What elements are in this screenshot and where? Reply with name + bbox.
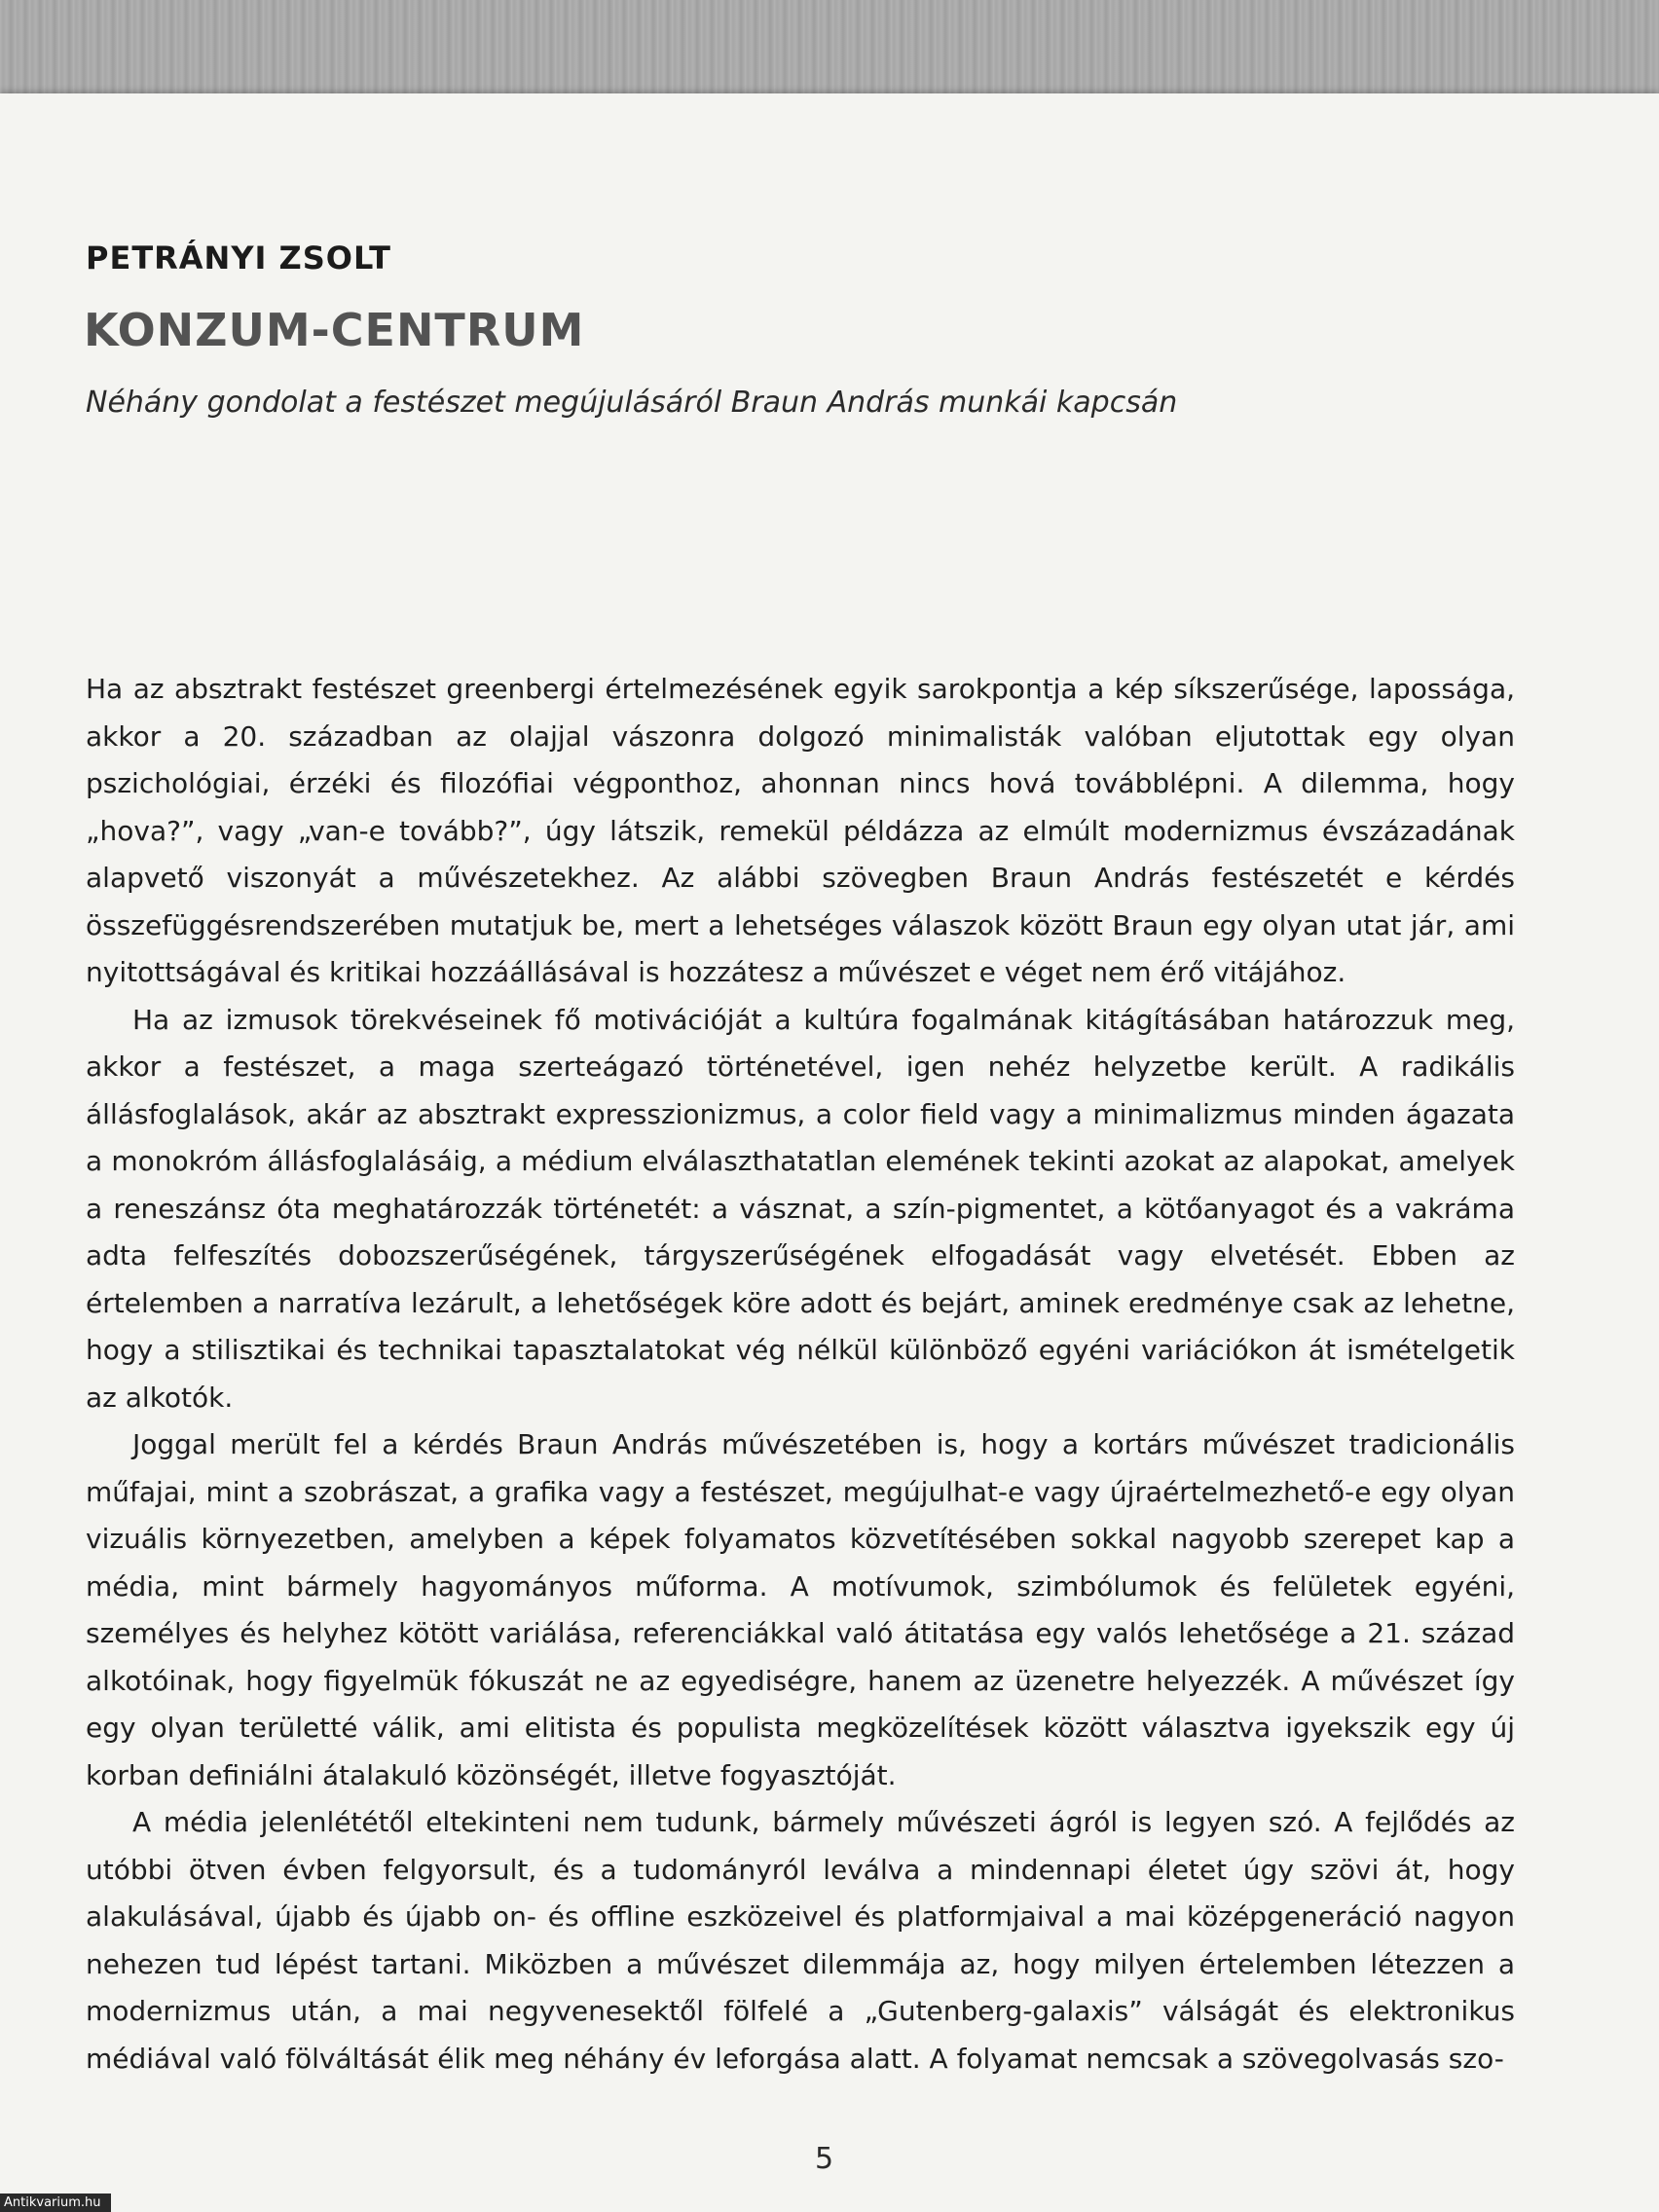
page-number: 5 <box>815 2142 834 2176</box>
watermark: Antikvarium.hu <box>0 2194 111 2212</box>
background-surface <box>0 0 1659 107</box>
article-subtitle: Néhány gondolat a festészet megújulásáról Braun András munkái kapcsán <box>86 386 1178 420</box>
paragraph-1: Ha az absztrakt festészet greenbergi értelmezésének egyik sarokpontja a kép síkszerűsége, lapossága, akkor a 20. században az olajjal vászonra dolgozó minimalisták valóban eljutottak egy olyan pszichológiai, érzéki és filozófiai végponthoz, ahonnan nincs hová továbblépni. A dilemma, hogy „hova?”, vagy „van-e tovább?”, úgy látszik, remekül példázza az elmúlt modernizmus évszázadának alapvető viszonyát a művészetekhez. Az alábbi szövegben Braun András festészetét e kérdés összefüggésrendszerében mutatjuk be, mert a lehetséges válaszok között Braun egy olyan utat jár, ami nyitottságával és kritikai hozzáállásával is hozzátesz a művészet e véget nem érő vitájához. <box>86 673 1515 988</box>
paragraph-4: A média jelenlététől eltekinteni nem tudunk, bármely művészeti ágról is legyen szó. A fejlődés az utóbbi ötven évben felgyorsult, és a tudományról leválva a mindennapi életet úgy szövi át, hogy alakulásával, újabb és újabb on- és offline eszközeivel és platformjaival a mai középgeneráció nagyon nehezen tud lépést tartani. Miközben a művészet dilemmája az, hogy milyen értelemben létezzen a modernizmus után, a mai negyvenesektől fölfelé a „Gutenberg-galaxis” válságát és elektronikus médiával való fölváltását élik meg néhány év leforgása alatt. A folyamat nemcsak a szövegolvasás szo- <box>86 1806 1515 2075</box>
article-title: KONZUM-CENTRUM <box>84 304 585 356</box>
article-body <box>86 666 1515 2083</box>
paragraph-2: Ha az izmusok törekvéseinek fő motivációját a kultúra fogalmának kitágításában határozzuk meg, akkor a festészet, a maga szerteágazó történetével, igen nehéz helyzetbe került. A radikális állásfoglalások, akár az absztrakt expresszionizmus, a color field vagy a minimalizmus minden ágazata a monokróm állásfoglalásáig, a médium elválaszthatatlan elemének tekinti azokat az alapokat, amelyek a reneszánsz óta meghatározzák történetét: a vásznat, a szín-pigmentet, a kötőanyagot és a vakráma adta felfeszítés dobozszerűségének, tárgyszerűségének elfogadását vagy elvetését. Ebben az értelemben a narratíva lezárult, a lehetőségek köre adott és bejárt, aminek eredménye csak az lehetne, hogy a stilisztikai és technikai tapasztalatokat vég nélkül különböző egyéni variációkon át ismételgetik az alkotók. <box>86 1003 1515 1414</box>
paragraph-3: Joggal merült fel a kérdés Braun András művészetében is, hogy a kortárs művészet tradicionális műfajai, mint a szobrászat, a grafika vagy a festészet, megújulhat-e vagy újraértelmezhető-e egy olyan vizuális környezetben, amelyben a képek folyamatos közvetítésében sokkal nagyobb szerepet kap a média, mint bármely hagyományos műforma. A motívumok, szimbólumok és felületek egyéni, személyes és helyhez kötött variálása, referenciákkal való átitatása egy valós lehetősége a 21. század alkotóinak, hogy figyelmük fókuszát ne az egyediségre, hanem az üzenetre helyezzék. A művészet így egy olyan területté válik, ami elitista és populista megközelítések között választva igyekszik egy új korban definiálni átalakuló közönségét, illetve fogyasztóját. <box>86 1428 1515 1791</box>
author-name: PETRÁNYI ZSOLT <box>86 240 391 276</box>
